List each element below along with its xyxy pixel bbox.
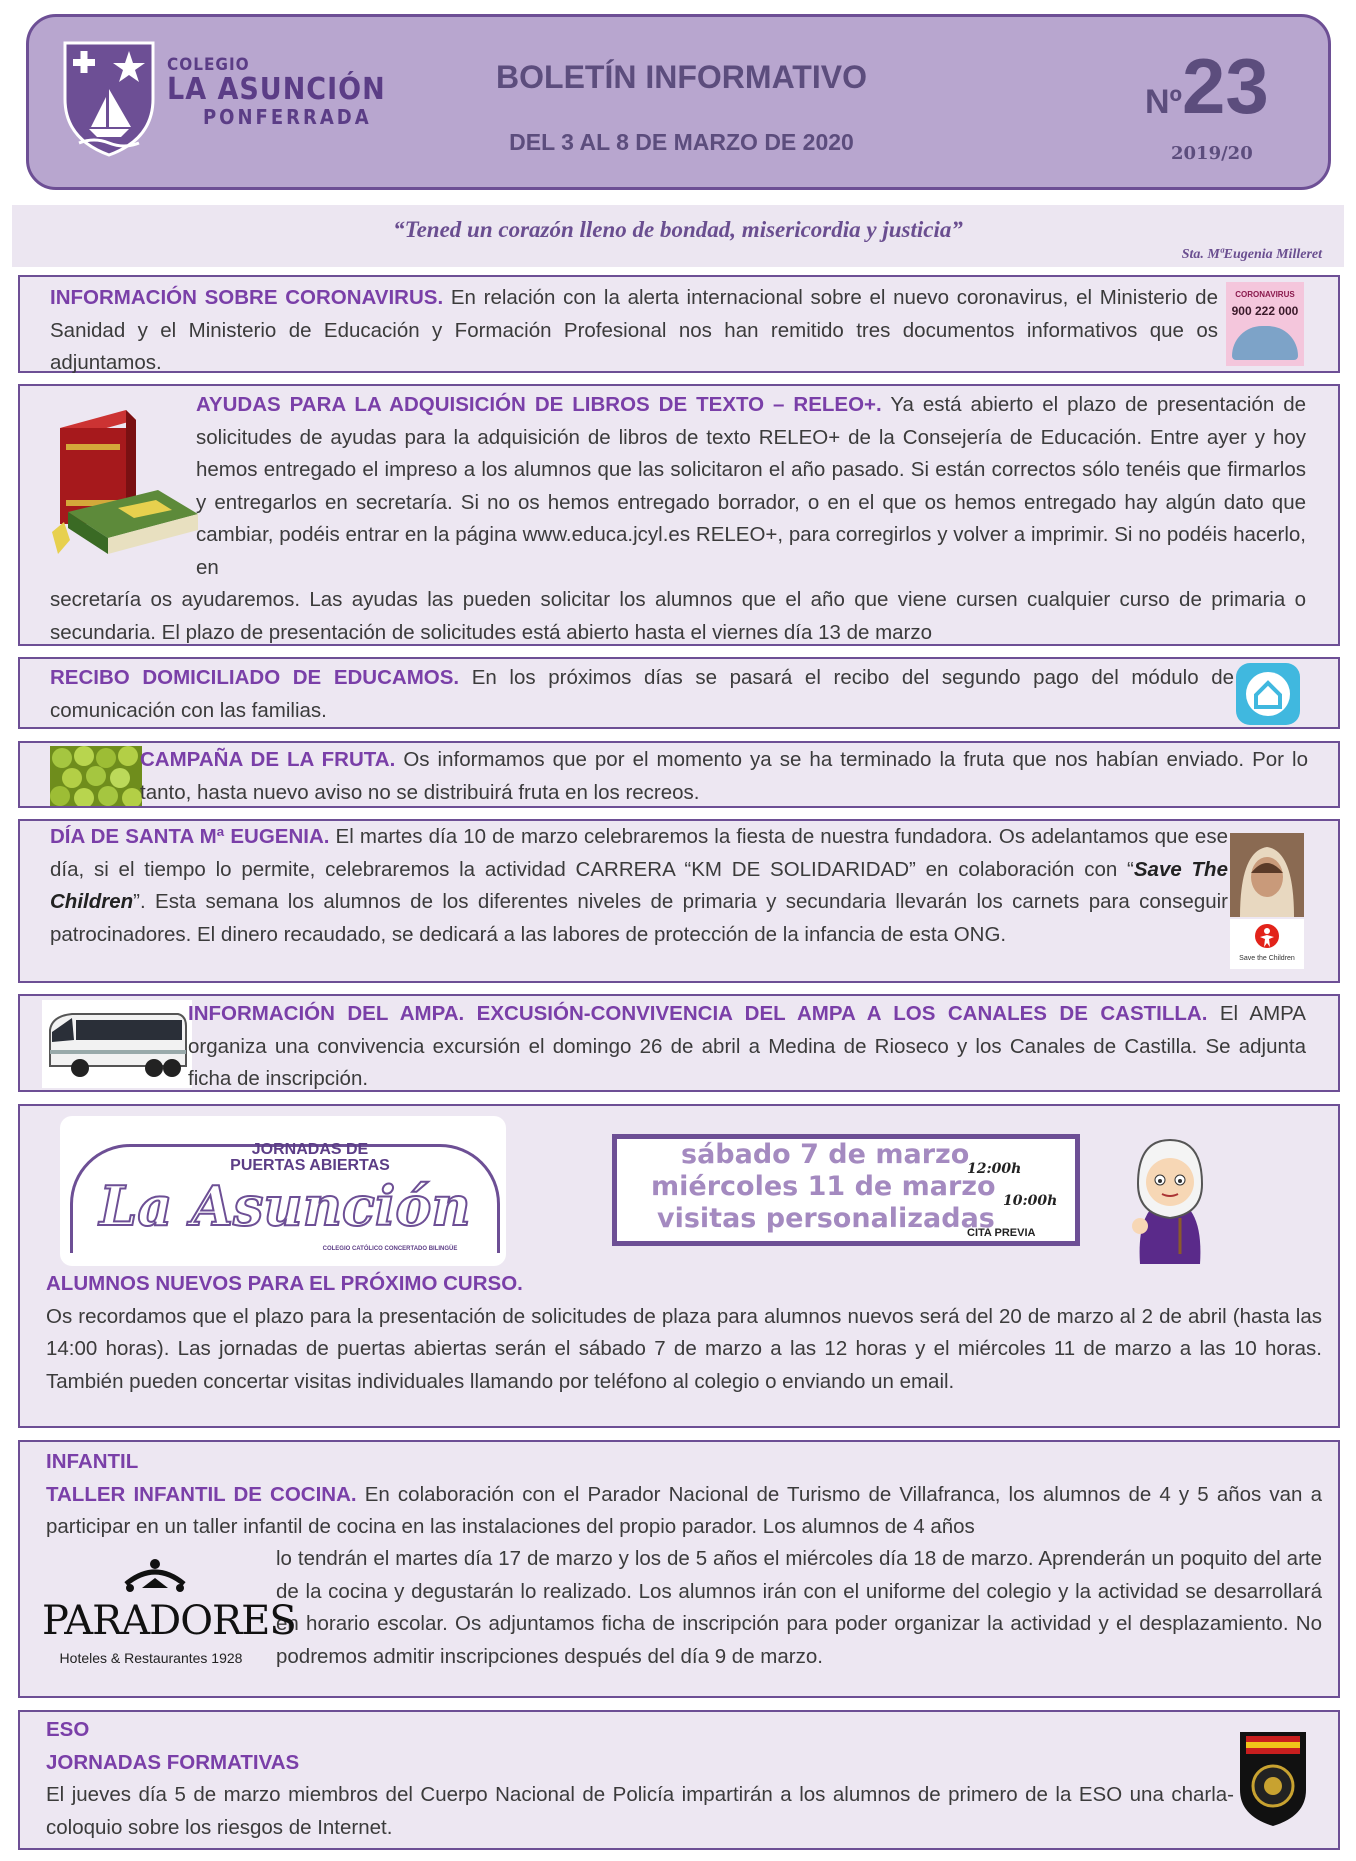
- poster-title: CORONAVIRUS: [1235, 290, 1295, 299]
- school-name-line3: PONFERRADA: [203, 105, 372, 129]
- eso-body: El jueves día 5 de marzo miembros del Cuerpo Nacional de Policía impartirán a los alumnos de primero de la ESO una charla-coloquio sobre los riesgos de Internet.: [46, 1783, 1234, 1839]
- coronavirus-heading: INFORMACIÓN SOBRE CORONAVIRUS.: [50, 286, 444, 309]
- bus-image: [42, 1000, 192, 1088]
- date-wednesday: miércoles 11 de marzo: [651, 1171, 996, 1202]
- santa-eugenia-body-b: ”. Esta semana los alumnos de los diferentes niveles de primaria y secundaria llevarán los carnets para conseguir patrocinadores. El dinero recaudado, se dedicará a las labores de protección de la infancia de esta ONG.: [50, 890, 1228, 946]
- banner-line1: JORNADAS DE: [251, 1141, 369, 1158]
- fruta-text: [140, 744, 1308, 809]
- coronavirus-body: En relación con la alerta internacional sobre el nuevo coronavirus, el Ministerio de Sanidad y el Ministerio de Educación y Formación Profesional nos han remitido tres documentos informativos que os adjuntamos.: [50, 286, 1218, 374]
- releo-heading: AYUDAS PARA LA ADQUISICIÓN DE LIBROS DE TEXTO – RELEO+.: [196, 393, 882, 416]
- school-name-line1: COLEGIO: [167, 55, 250, 75]
- educamos-section: [18, 657, 1340, 729]
- new-students-heading: ALUMNOS NUEVOS PARA EL PRÓXIMO CURSO.: [46, 1272, 523, 1295]
- educamos-heading: RECIBO DOMICILIADO DE EDUCAMOS.: [50, 666, 460, 689]
- poster-illustration: [1232, 326, 1298, 360]
- banner-small-text: COLEGIO CATÓLICO CONCERTADO BILINGÜE: [322, 1246, 458, 1252]
- santa-eugenia-body-a: El martes día 10 de marzo celebraremos la fiesta de nuestra fundadora. Os adelantamos que ese día, si el tiempo lo permite, celebraremos la actividad CARRERA “KM DE SOLIDARIDAD” en colaboración con “: [50, 825, 1228, 881]
- save-the-children-icon: [1254, 923, 1280, 953]
- quote-band: [12, 205, 1344, 267]
- books-icon: [48, 404, 208, 564]
- nun-character-illustration: [1110, 1134, 1230, 1270]
- releo-text: [196, 389, 1306, 584]
- coronavirus-text: [50, 282, 1218, 380]
- cooking-workshop-body-a: En colaboración con el Parador Nacional de Turismo de Villafranca, los alumnos de 4 y 5 años van a participar en un taller infantil de cocina en las instalaciones del propio parador. Los alumnos de 4 años: [46, 1482, 1322, 1538]
- time-wednesday: 10:00h: [1003, 1193, 1058, 1209]
- ampa-section: [18, 994, 1340, 1092]
- educamos-text: [50, 662, 1234, 727]
- newsletter-title: BOLETÍN INFORMATIVO: [496, 59, 867, 95]
- time-saturday: 12:00h: [967, 1161, 1022, 1177]
- save-the-children-logo: [1230, 919, 1304, 969]
- cooking-workshop-body-b: lo tendrán el martes día 17 de marzo y los de 5 años el miércoles día 18 de marzo. Aprenderán un poquito del arte de la cocina y degustarán lo realizado. Los alumnos irán con el uniforme del colegio y la actividad se desarrollará en horario escolar. Os adjuntamos ficha de inscripción para poder organizar la actividad y el desplazamiento. No podremos admitir inscripciones después del día 9 de marzo.: [276, 1547, 1322, 1668]
- issue-number-label: Nº: [1145, 83, 1182, 121]
- cooking-workshop-heading: TALLER INFANTIL DE COCINA.: [46, 1482, 357, 1506]
- releo-section: [18, 384, 1340, 646]
- school-year: 2019/20: [1171, 143, 1253, 164]
- santa-eugenia-section: [18, 819, 1340, 983]
- new-students-text: [46, 1268, 1322, 1398]
- paradores-subtitle: Hoteles & Restaurantes 1928: [59, 1650, 243, 1666]
- ampa-text: [188, 998, 1306, 1096]
- newsletter-dates: DEL 3 AL 8 DE MARZO DE 2020: [509, 129, 854, 155]
- ampa-body: El AMPA organiza una convivencia excursión el domingo 26 de abril a Medina de Rioseco y los Canales de Castilla. Se adjunta ficha de inscripción.: [188, 1002, 1306, 1090]
- appointment-label: CITA PREVIA: [967, 1227, 1036, 1239]
- fruta-body: Os informamos que por el momento ya se ha terminado la fruta que nos habían enviado. Por lo tanto, hasta nuevo aviso no se distribuirá fruta en los recreos.: [140, 748, 1308, 804]
- releo-body: Ya está abierto el plazo de presentación de solicitudes de ayudas para la adquisición de libros de texto RELEO+ de la Consejería de Educación. Entre ayer y hoy hemos entregado el impreso a los alumnos que las solicitaron el año pasado. Si están correctos sólo tenéis que firmarlos y entregarlos en secretaría. Si no os hemos entregado borrador, o en el que os hemos entregado hay algún dato que cambiar, podéis entrar en la página www.educa.jcyl.es RELEO+, para corregirlos y volver a imprimir. Si no podéis hacerlo, en: [196, 393, 1307, 579]
- save-the-children-caption: Save the Children: [1239, 955, 1295, 962]
- issue-number-value: 23: [1181, 42, 1269, 130]
- fruit-image: [50, 746, 142, 806]
- paradores-crown-icon: [120, 1554, 190, 1594]
- school-name-line2: LA ASUNCIÓN: [167, 72, 386, 107]
- eso-section: [18, 1710, 1340, 1850]
- banner-line2: PUERTAS ABIERTAS: [230, 1157, 390, 1174]
- issue-number: [1145, 42, 1269, 130]
- paradores-name: PARADORES: [42, 1598, 296, 1644]
- santa-eugenia-portrait: [1230, 833, 1304, 917]
- open-days-banner: [60, 1116, 506, 1266]
- educamos-app-icon: [1234, 661, 1302, 727]
- new-students-section: [18, 1104, 1340, 1428]
- fruta-heading: CAMPAÑA DE LA FRUTA.: [140, 748, 396, 771]
- paradores-logo: [42, 1554, 296, 1670]
- eso-section-title: ESO: [46, 1718, 90, 1741]
- santa-eugenia-text: [50, 821, 1228, 951]
- infantil-text: [46, 1446, 1322, 1544]
- coronavirus-poster-image: [1226, 282, 1304, 366]
- eso-heading: JORNADAS FORMATIVAS: [46, 1750, 300, 1774]
- ampa-heading: INFORMACIÓN DEL AMPA. EXCUSIÓN-CONVIVENCIA DEL AMPA A LOS CANALES DE CASTILLA.: [188, 1002, 1208, 1025]
- save-the-children-name: Save The Children: [50, 857, 1228, 913]
- personal-visits: visitas personalizadas: [657, 1203, 995, 1234]
- banner-script-title: La Asunción: [99, 1174, 471, 1238]
- eso-text: [46, 1714, 1234, 1844]
- fruta-section: [18, 741, 1340, 808]
- quote-author: Sta. MªEugenia Milleret: [1181, 247, 1322, 262]
- national-police-badge: [1236, 1728, 1310, 1828]
- banner-heading: [210, 1142, 410, 1174]
- poster-phone: 900 222 000: [1231, 304, 1299, 318]
- date-saturday: sábado 7 de marzo: [681, 1139, 970, 1170]
- infantil-section: [18, 1440, 1340, 1698]
- newsletter-header: [26, 14, 1331, 190]
- new-students-body: Os recordamos que el plazo para la presentación de solicitudes de plaza para alumnos nuevos será del 20 de marzo al 2 de abril (hasta las 14:00 horas). Las jornadas de puertas abiertas serán el sábado 7 de marzo a las 12 horas y el miércoles 11 de marzo a las 10 horas. También pueden concertar visitas individuales llamando por teléfono al colegio o enviando un email.: [46, 1304, 1322, 1393]
- santa-eugenia-heading: DÍA DE SANTA Mª EUGENIA.: [50, 825, 330, 848]
- quote-text: “Tened un corazón lleno de bondad, misericordia y justicia”: [393, 217, 963, 242]
- releo-text-continued: secretaría os ayudaremos. Las ayudas las pueden solicitar los alumnos que el año que viene cursen cualquier curso de primaria o secundaria. El plazo de presentación de solicitudes está abierto hasta el viernes día 13 de marzo: [50, 588, 1306, 644]
- infantil-section-title: INFANTIL: [46, 1450, 139, 1473]
- coronavirus-section: [18, 275, 1340, 373]
- visit-dates-box: [612, 1134, 1080, 1246]
- educamos-body: En los próximos días se pasará el recibo del segundo pago del módulo de comunicación con las familias.: [50, 666, 1235, 722]
